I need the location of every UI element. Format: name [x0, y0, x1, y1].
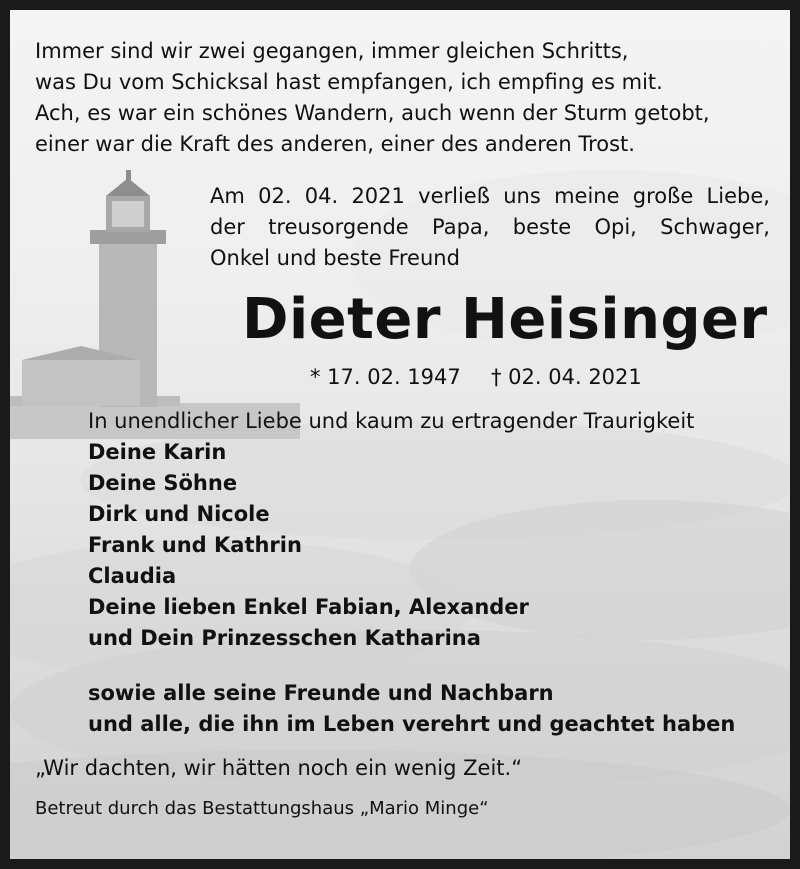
- poem-line: was Du vom Schicksal hast empfangen, ich empfing es mit.: [35, 70, 663, 94]
- word: Am: [210, 184, 245, 208]
- birth-date: * 17. 02. 1947: [310, 365, 461, 389]
- announcement-line-2: [210, 212, 770, 243]
- mourner-name: Deine lieben Enkel Fabian, Alexander: [88, 595, 529, 619]
- word: meine: [554, 184, 620, 208]
- word: 2021: [351, 184, 405, 208]
- poem-line: Ach, es war ein schönes Wandern, auch wenn der Sturm getobt,: [35, 101, 710, 125]
- mourners-list: [88, 406, 694, 654]
- poem-line: Immer sind wir zwei gegangen, immer gleichen Schritts,: [35, 39, 629, 63]
- word: Schwager,: [660, 215, 770, 239]
- deceased-name: Dieter Heisinger: [242, 287, 768, 352]
- word: 02.: [258, 184, 292, 208]
- word: treusorgende: [268, 215, 409, 239]
- word: verließ: [418, 184, 490, 208]
- word: beste: [512, 215, 572, 239]
- poem: [35, 36, 710, 160]
- other-mourners-line: sowie alle seine Freunde und Nachbarn: [88, 681, 554, 705]
- poem-line: einer war die Kraft des anderen, einer des anderen Trost.: [35, 132, 635, 156]
- word: 04.: [304, 184, 339, 208]
- announcement-line-3: Onkel und beste Freund: [210, 246, 460, 270]
- word: große: [632, 184, 694, 208]
- funeral-home-note: Betreut durch das Bestattungshaus „Mario Minge“: [35, 798, 489, 819]
- mourner-name: Dirk und Nicole: [88, 502, 270, 526]
- death-date: † 02. 04. 2021: [491, 365, 642, 389]
- obituary-card: [10, 10, 790, 859]
- mourners-intro: In unendlicher Liebe und kaum zu ertragender Traurigkeit: [88, 409, 695, 433]
- announcement-line-1: [210, 181, 770, 212]
- word: Papa,: [432, 215, 490, 239]
- word: Opi,: [594, 215, 637, 239]
- mourner-name: und Dein Prinzesschen Katharina: [88, 626, 481, 650]
- mourner-name: Deine Karin: [88, 440, 227, 464]
- mourner-name: Deine Söhne: [88, 471, 238, 495]
- mourner-name: Claudia: [88, 564, 177, 588]
- closing-quote: „Wir dachten, wir hätten noch ein wenig Zeit.“: [35, 756, 523, 780]
- word: Liebe,: [706, 184, 770, 208]
- other-mourners: [88, 678, 735, 740]
- other-mourners-line: und alle, die ihn im Leben verehrt und geachtet haben: [88, 712, 736, 736]
- word: der: [210, 215, 245, 239]
- death-announcement: [210, 181, 770, 274]
- word: uns: [503, 184, 541, 208]
- mourner-name: Frank und Kathrin: [88, 533, 302, 557]
